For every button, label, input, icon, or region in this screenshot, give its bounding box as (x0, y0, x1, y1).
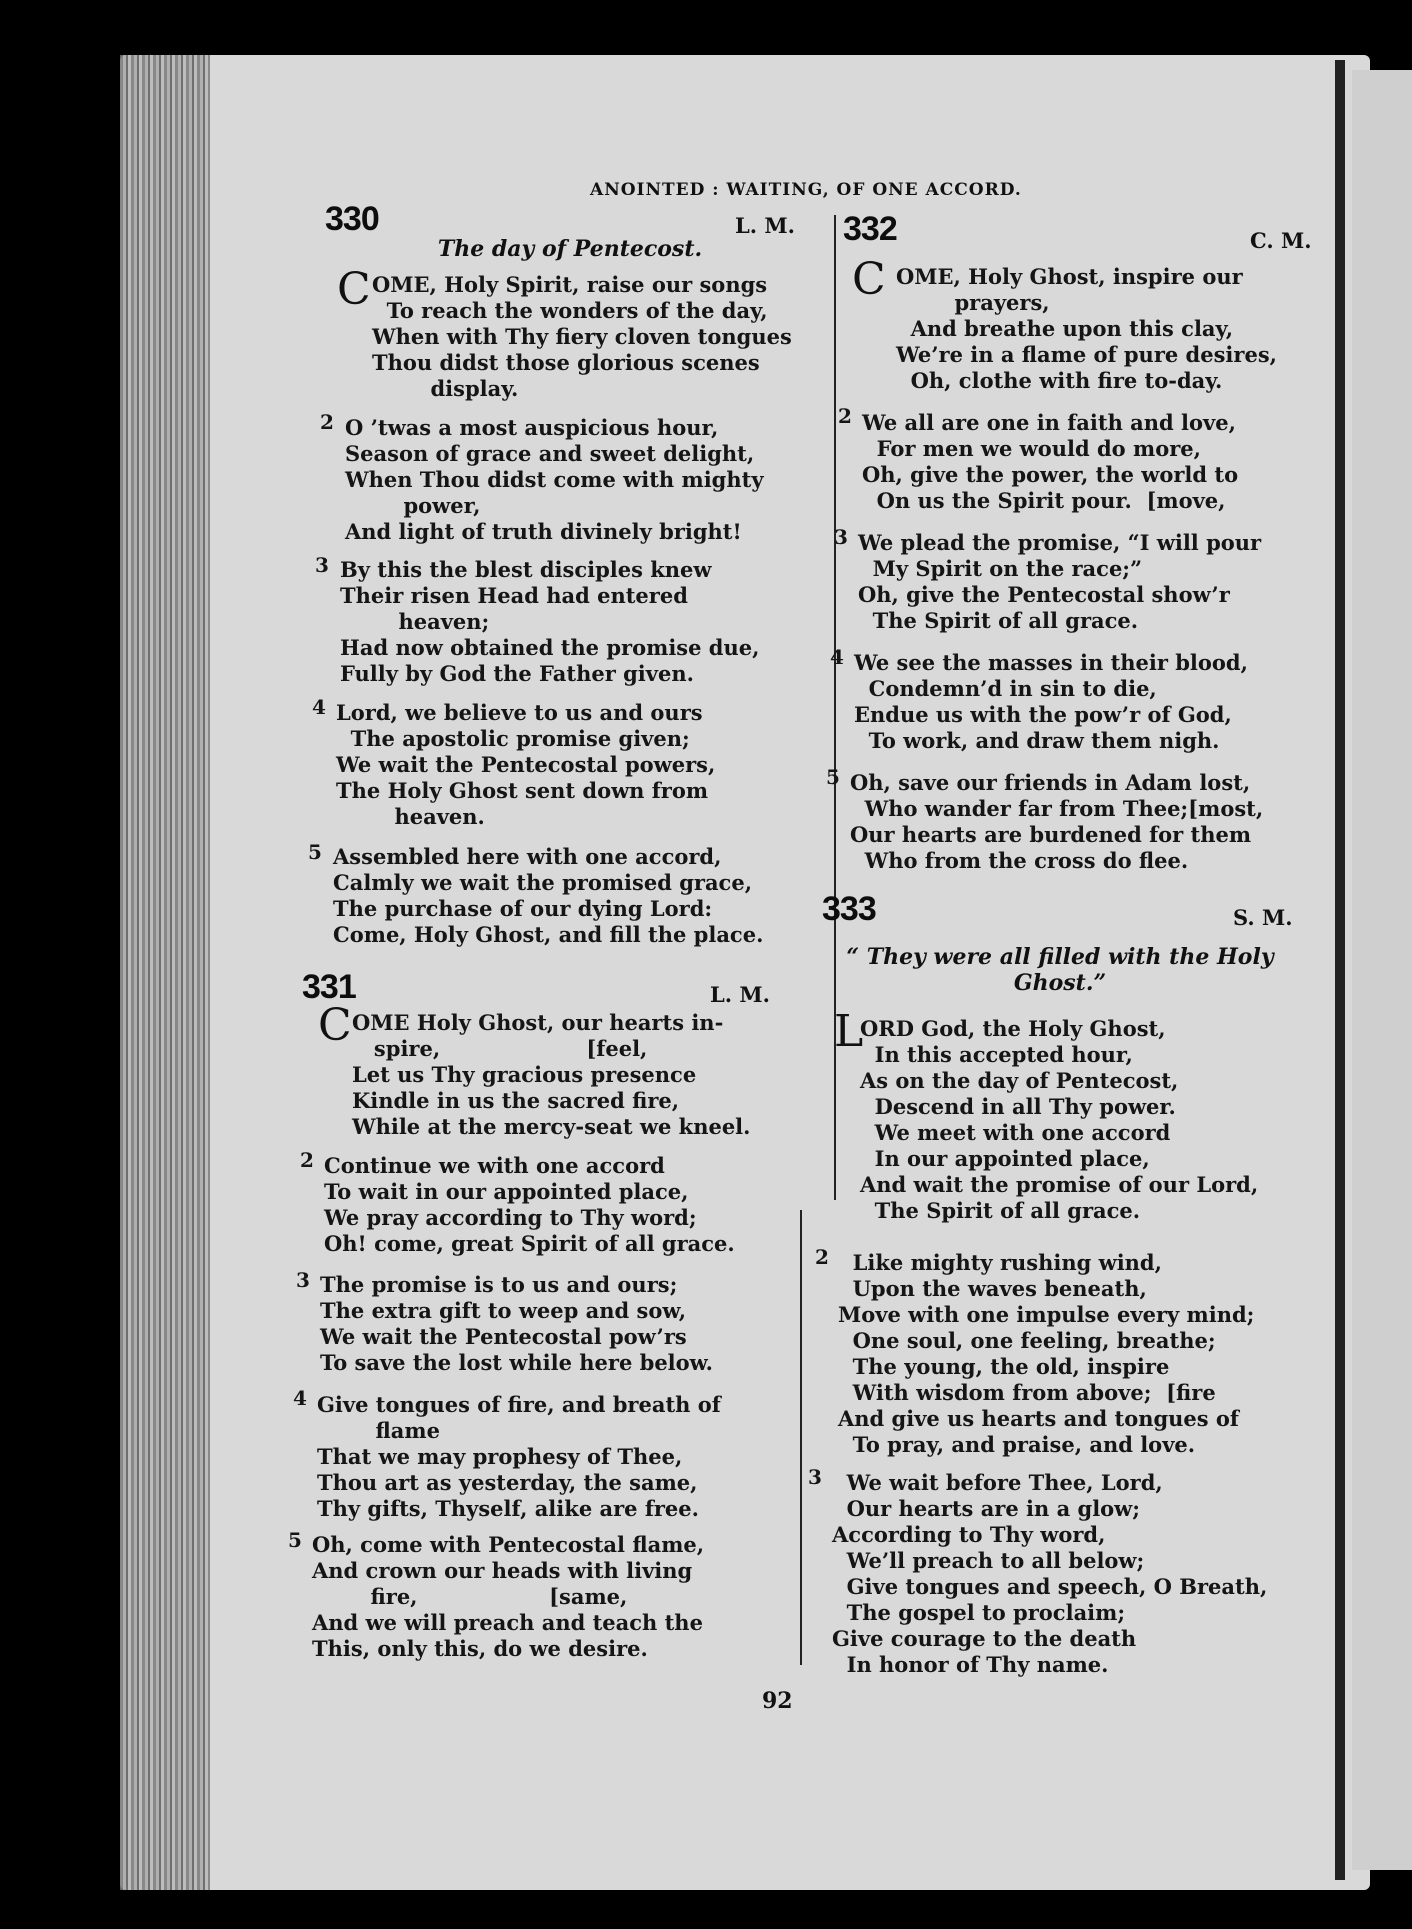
hymn-333-title: “ They were all filled with the Holy Ghost.” (846, 944, 1274, 996)
hymn-333-meter: S. M. (1233, 905, 1293, 930)
column-divider-bottom (800, 1210, 802, 1665)
hymn-330-verse-5-number: 5 (308, 840, 322, 864)
hymn-333-verse-3: We wait before Thee, Lord, Our hearts are in a glow; According to Thy word, We’ll preach to all below; Give tongues and speech, O Breath, The gospel to proclaim; Give courage to the death In honor of Thy name. (832, 1470, 1268, 1677)
hymn-330-verse-4-number: 4 (312, 695, 326, 719)
hymn-330-verse-3-number: 3 (315, 553, 329, 577)
hymn-333-verse-1: ORD God, the Holy Ghost, In this accepted hour, As on the day of Pentecost, Descend in all Thy power. We meet with one accord In our appointed place, And wait the promise of our Lord, The Spirit of all grace. (860, 1016, 1259, 1223)
hymn-333-verse-2: Like mighty rushing wind, Upon the waves beneath, Move with one impulse every mind; One soul, one feeling, breathe; The young, the old, inspire With wisdom from above; [fire And give us hearts and tongues of To pray, and praise, and love. (838, 1250, 1255, 1457)
hymn-332-verse-4: We see the masses in their blood, Condemn’d in sin to die, Endue us with the pow’r of God, To work, and draw them nigh. (854, 650, 1248, 753)
hymn-330-verse-4: Lord, we believe to us and ours The apostolic promise given; We wait the Pentecostal powers, The Holy Ghost sent down from heaven. (336, 700, 716, 829)
hymn-330-dropcap: C (337, 264, 371, 315)
hymn-331-verse-2: Continue we with one accord To wait in our appointed place, We pray according to Thy word; Oh! come, great Spirit of all grace. (324, 1153, 735, 1256)
hymn-332-verse-2-number: 2 (838, 404, 852, 428)
hymn-333-verse-2-number: 2 (815, 1245, 829, 1269)
running-header: ANOINTED : WAITING, OF ONE ACCORD. (590, 180, 1022, 200)
hymn-331-verse-3: The promise is to us and ours; The extra gift to weep and sow, We wait the Pentecostal pow’rs To save the lost while here below. (320, 1272, 713, 1375)
hymn-331-verse-2-number: 2 (300, 1148, 314, 1172)
hymn-331-verse-5-number: 5 (288, 1528, 302, 1552)
hymn-332-dropcap: C (852, 254, 886, 305)
hymn-330-number: 330 (325, 200, 379, 238)
book-binding (120, 55, 210, 1890)
hymn-330-title: The day of Pentecost. (437, 236, 703, 262)
hymn-332-verse-4-number: 4 (830, 645, 844, 669)
hymn-332-verse-3-number: 3 (834, 525, 848, 549)
hymn-333-dropcap: L (834, 1006, 864, 1057)
page-edge (1335, 60, 1345, 1880)
hymn-330-verse-5: Assembled here with one accord, Calmly we wait the promised grace, The purchase of our dying Lord: Come, Holy Ghost, and fill the place. (333, 844, 764, 947)
hymn-332-meter: C. M. (1250, 228, 1312, 253)
hymn-331-verse-3-number: 3 (296, 1268, 310, 1292)
hymn-332-verse-2: We all are one in faith and love, For men we would do more, Oh, give the power, the world to On us the Spirit pour. [move, (862, 410, 1239, 513)
hymn-332-verse-1: OME, Holy Ghost, inspire our prayers, And breathe upon this clay, We’re in a flame of pure desires, Oh, clothe with fire to-day. (896, 264, 1277, 393)
hymn-330-verse-1: OME, Holy Spirit, raise our songs To reach the wonders of the day, When with Thy fiery cloven tongues Thou didst those glorious scenes display. (372, 272, 792, 401)
hymn-331-verse-5: Oh, come with Pentecostal flame, And crown our heads with living fire, [same, And we will preach and teach the This, only this, do we desire. (312, 1532, 705, 1661)
page-number: 92 (762, 1688, 793, 1714)
hymn-330-verse-3: By this the blest disciples knew Their risen Head had entered heaven; Had now obtained the promise due, Fully by God the Father given. (340, 557, 760, 686)
hymn-333-verse-3-number: 3 (808, 1465, 822, 1489)
hymn-331-verse-4: Give tongues of fire, and breath of flame That we may prophesy of Thee, Thou art as yesterday, the same, Thy gifts, Thyself, alike are free. (317, 1392, 721, 1521)
hymn-332-verse-5: Oh, save our friends in Adam lost, Who wander far from Thee;[most, Our hearts are burdened for them Who from the cross do flee. (850, 770, 1264, 873)
hymn-333-number: 333 (822, 890, 876, 928)
hymn-330-meter: L. M. (735, 213, 795, 238)
hymn-330-verse-2: O ’twas a most auspicious hour, Season of grace and sweet delight, When Thou didst come with mighty power, And light of truth divinely bright! (345, 415, 764, 544)
hymn-331-dropcap: C (318, 1000, 352, 1051)
hymn-330-verse-2-number: 2 (320, 410, 334, 434)
hymn-331-number: 331 (302, 968, 356, 1006)
hymn-331-meter: L. M. (710, 982, 770, 1007)
hymn-331-verse-4-number: 4 (293, 1386, 307, 1410)
next-page-sliver (1352, 70, 1412, 1870)
hymn-331-verse-1: OME Holy Ghost, our hearts in- spire, [feel, Let us Thy gracious presence Kindle in us the sacred fire, While at the mercy-seat we kneel. (352, 1010, 751, 1139)
hymn-332-verse-5-number: 5 (826, 765, 840, 789)
hymn-332-number: 332 (843, 210, 897, 248)
hymn-332-verse-3: We plead the promise, “I will pour My Spirit on the race;” Oh, give the Pentecostal show’r The Spirit of all grace. (858, 530, 1262, 633)
